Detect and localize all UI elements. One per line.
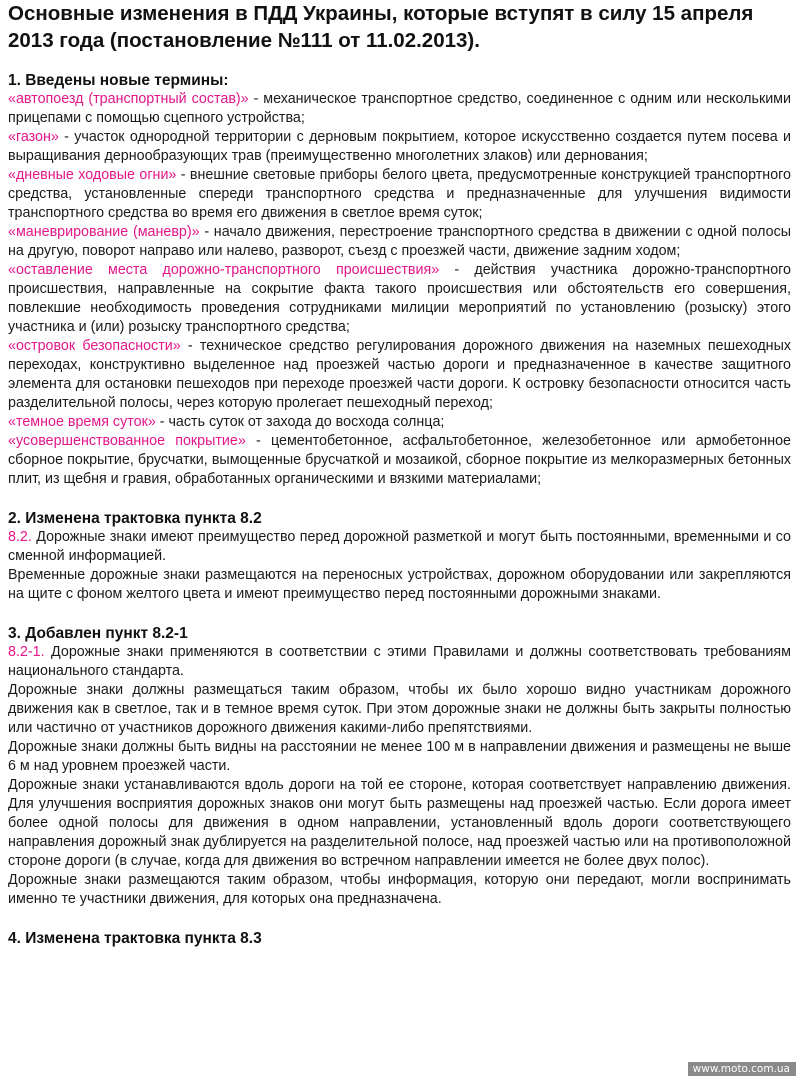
- document-page: [8, 0, 791, 948]
- section-heading: 3. Добавлен пункт 8.2-1: [8, 625, 188, 642]
- rule-paragraph: [8, 776, 791, 871]
- page-title: Основные изменения в ПДД Украины, которые вступят в силу 15 апреля 2013 года (постановление №111 от 11.02.2013).: [8, 2, 754, 52]
- rule-text: Дорожные знаки должны быть видны на расстоянии не менее 100 м в направлении движения и размещены не выше 6 м над уровнем проезжей части.: [8, 739, 791, 774]
- term-definition: - внешние световые приборы белого цвета, предусмотренные конструкцией транспортного средства, установленные спереди транспортного средства и предназначенные для улучшения видимости транспортного средства во время его движения в светлое время суток;: [8, 167, 791, 221]
- term-entry: [8, 223, 791, 261]
- section-rule-8-2: [8, 509, 791, 604]
- rule-text: Дорожные знаки имеют преимущество перед дорожной разметкой и могут быть постоянными, временными и со сменной информацией.: [8, 529, 791, 564]
- term-definition: - начало движения, перестроение транспортного средства в движении с одной полосы на другую, поворот направо или налево, разворот, съезд с проезжей части, движение задним ходом;: [8, 224, 791, 259]
- term-entry: [8, 90, 791, 128]
- rule-paragraph: [8, 681, 791, 738]
- rule-number: 8.2-1.: [8, 644, 45, 660]
- rule-paragraph: [8, 528, 791, 566]
- rule-paragraph: [8, 738, 791, 776]
- section-heading: 1. Введены новые термины:: [8, 72, 229, 89]
- rule-paragraph: [8, 871, 791, 909]
- term-name: «дневные ходовые огни»: [8, 167, 177, 183]
- term-name: «газон»: [8, 129, 59, 145]
- section-rule-8-3: [8, 929, 791, 948]
- rule-number: 8.2.: [8, 529, 32, 545]
- term-name: «оставление места дорожно-транспортного происшествия»: [8, 262, 440, 278]
- section-heading: 2. Изменена трактовка пункта 8.2: [8, 510, 262, 527]
- site-watermark: www.moto.com.ua: [688, 1062, 796, 1076]
- rule-text: Временные дорожные знаки размещаются на переносных устройствах, дорожном оборудовании или закрепляются на щите с фоном желтого цвета и имеют преимущество перед постоянными дорожными знаками.: [8, 567, 791, 602]
- rule-paragraph: [8, 566, 791, 604]
- rule-paragraph: [8, 643, 791, 681]
- term-entry: [8, 337, 791, 413]
- term-name: «маневрирование (маневр)»: [8, 224, 200, 240]
- term-definition: - механическое транспортное средство, соединенное с одним или несколькими прицепами с помощью сцепного устройства;: [8, 91, 791, 126]
- term-name: «усовершенствованное покрытие»: [8, 433, 246, 449]
- term-entry: [8, 432, 791, 489]
- rule-text: Дорожные знаки размещаются таким образом, чтобы информация, которую они передают, могли воспринимать именно те участники движения, для которых она предназначена.: [8, 872, 791, 907]
- term-definition: - действия участника дорожно-транспортного происшествия, направленные на сокрытие факта такого происшествия или обстоятельств его совершения, повлекшие необходимость проведения сотрудниками милиции мероприятий по установлению (розыску) этого участника и (или) розыску транспортного средства;: [8, 262, 792, 335]
- term-name: «темное время суток»: [8, 414, 156, 430]
- rule-text: Дорожные знаки должны размещаться таким образом, чтобы их было хорошо видно участникам дорожного движения как в светлое, так и в темное время суток. При этом дорожные знаки не должны быть закрыты полностью или частично от участников дорожного движения какими-либо препятствиями.: [8, 682, 791, 736]
- section-rule-8-2-1: [8, 624, 791, 909]
- rule-text: Дорожные знаки применяются в соответствии с этими Правилами и должны соответствовать требованиям национального стандарта.: [8, 644, 791, 679]
- term-entry: [8, 128, 791, 166]
- term-name: «островок безопасности»: [8, 338, 181, 354]
- term-entry: [8, 261, 791, 337]
- term-entry: [8, 166, 791, 223]
- term-name: «автопоезд (транспортный состав)»: [8, 91, 249, 107]
- term-definition: - цементобетонное, асфальтобетонное, железобетонное или армобетонное сборное покрытие, брусчатки, вымощенные брусчаткой и мозаикой, сборное покрытие из мелкоразмерных бетонных плит, из щебня и гравия, обработанных органическими и вязкими материалами;: [8, 433, 791, 487]
- term-definition: - участок однородной территории с дерновым покрытием, которое искусственно создается путем посева и выращивания дернообразующих трав (преимущественно многолетних злаков) или дернования;: [8, 129, 791, 164]
- term-entry: [8, 413, 791, 432]
- section-heading: 4. Изменена трактовка пункта 8.3: [8, 930, 262, 947]
- term-definition: - часть суток от захода до восхода солнца;: [155, 414, 445, 430]
- rule-text: Дорожные знаки устанавливаются вдоль дороги на той ее стороне, которая соответствует направлению движения. Для улучшения восприятия дорожных знаков они могут быть размещены над проезжей частью. Если дорога имеет более одной полосы для движения в одном направлении, установленный вдоль дороги соответствующего направления дорожный знак дублируется на разделительной полосе, над проезжей частью или на противоположной стороне дороги (в случае, когда для движения во встречном направлении имеется не более двух полос).: [8, 777, 791, 869]
- section-new-terms: [8, 71, 791, 489]
- term-definition: - техническое средство регулирования дорожного движения на наземных пешеходных переходах, конструктивно выделенное над проезжей частью дороги и предназначенное в качестве защитного элемента для остановки пешеходов при переходе проезжей части дороги. К островку безопасности относится часть разделительной полосы, через которую пролегает пешеходный переход;: [8, 338, 791, 411]
